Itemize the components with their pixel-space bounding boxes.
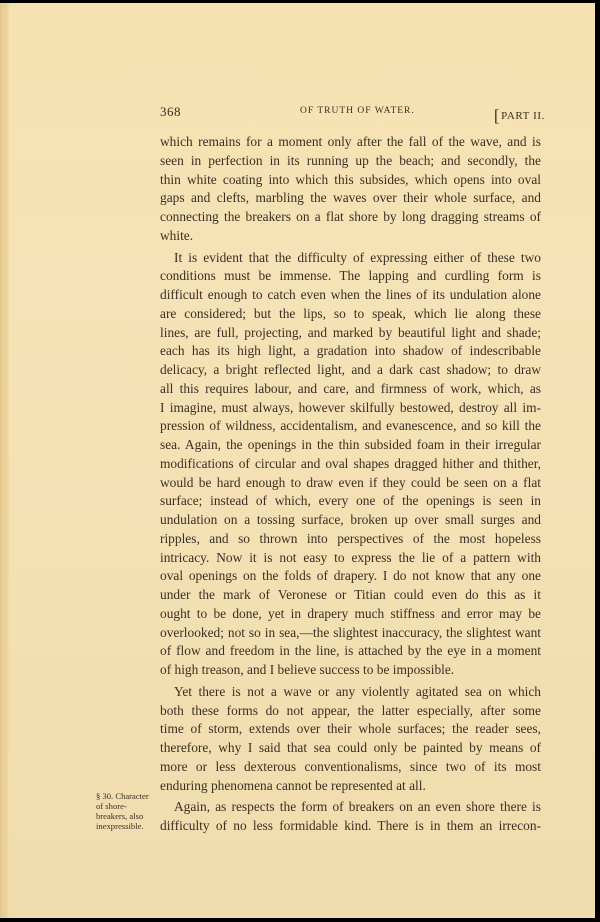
text-line: each has its high light, a gradation into shadow of indescribable bbox=[160, 343, 541, 359]
text-line: It is evident that the difficulty of expressing either of these two bbox=[174, 249, 541, 265]
page-number: 368 bbox=[160, 104, 181, 119]
text-line: enduring phenomena cannot be represented at all. bbox=[160, 777, 426, 793]
text-line: I imagine, must always, however skilfully bestowed, destroy all im- bbox=[160, 399, 541, 415]
body-text bbox=[160, 133, 541, 836]
paragraph bbox=[160, 133, 541, 246]
text-line: thin white coating into which this subsides, which opens into oval bbox=[160, 171, 541, 187]
paragraph bbox=[160, 683, 541, 796]
text-line: Yet there is not a wave or any violently agitated sea on which bbox=[174, 683, 541, 699]
text-line: pression of wildness, accidentalism, and evanescence, and so kill the bbox=[160, 418, 541, 434]
text-line: surface; instead of which, every one of the openings is seen in bbox=[160, 493, 541, 509]
text-line: more or less dexterous conventionalisms, since two of its most bbox=[160, 758, 541, 774]
paragraph bbox=[160, 798, 541, 836]
running-head bbox=[160, 104, 545, 125]
text-line: conditions must be immense. The lapping and curdling form is bbox=[160, 268, 541, 284]
text-line: which remains for a moment only after the fall of the wave, and is bbox=[160, 134, 541, 149]
sidenote-line: § 30. Character bbox=[96, 791, 149, 801]
text-line: time of storm, extends over their whole surfaces; the reader sees, bbox=[160, 721, 541, 737]
part-text: PART II. bbox=[501, 110, 545, 122]
text-line: lines, are full, projecting, and marked by beautiful light and shade; bbox=[160, 324, 541, 340]
part-label bbox=[494, 104, 545, 124]
bracket-glyph: [ bbox=[493, 106, 501, 125]
sidenote-line: breakers, also bbox=[96, 811, 144, 821]
text-line: ought to be done, yet in drapery much stiffness and error may be bbox=[160, 605, 541, 621]
text-line: would be hard enough to draw even if they could be seen on a flat bbox=[160, 474, 541, 490]
paragraph bbox=[160, 249, 541, 680]
text-line: modifications of circular and oval shapes dragged hither and thither, bbox=[160, 455, 541, 471]
text-line: of high treason, and I believe success to be impossible. bbox=[160, 662, 455, 677]
book-page bbox=[0, 3, 595, 918]
text-line: undulation on a tossing surface, broken up over small surges and bbox=[160, 512, 541, 527]
text-line: sea. Again, the openings in the thin subsided foam in their irregular bbox=[160, 437, 541, 452]
text-line: connecting the breakers on a flat shore by long dragging streams of bbox=[160, 209, 541, 224]
text-line: difficulty of no less formidable kind. There is in them an irrecon- bbox=[160, 818, 541, 833]
text-line: intricacy. Now it is not easy to express the lie of a pattern with bbox=[160, 549, 541, 565]
text-line: both these forms do not appear, the latter especially, after some bbox=[160, 702, 541, 718]
text-line: all this requires labour, and care, and firmness of work, which, as bbox=[160, 380, 541, 396]
sidenote-line: inexpressible. bbox=[96, 821, 144, 831]
text-line: under the mark of Veronese or Titian could even do this as it bbox=[160, 587, 541, 602]
text-line: are considered; but the lips, so to speak, which lie along these bbox=[160, 305, 541, 321]
running-title: OF TRUTH OF WATER. bbox=[300, 106, 415, 116]
text-line: seen in perfection in its running up the beach; and secondly, the bbox=[160, 152, 541, 168]
text-line: delicacy, a bright reflected light, and a dark cast shadow; to draw bbox=[160, 362, 541, 377]
text-line: therefore, why I said that sea could only be painted by means of bbox=[160, 740, 541, 755]
text-line: Again, as respects the form of breakers on an even shore there is bbox=[174, 799, 541, 815]
text-line: oval openings on the folds of drapery. I do not know that any one bbox=[160, 568, 541, 584]
text-line: gaps and clefts, marbling the waves over their whole surface, and bbox=[160, 190, 541, 206]
text-line: overlooked; not so in sea,—the slightest inaccuracy, the slightest want bbox=[160, 624, 541, 640]
sidenote-line: of shore- bbox=[96, 801, 127, 811]
text-line: of flow and freedom in the line, is attached by the eye in a moment bbox=[160, 643, 541, 659]
text-line: white. bbox=[160, 227, 194, 243]
text-line: ripples, and so thrown into perspectives of the most hopeless bbox=[160, 530, 541, 546]
marginal-sidenote bbox=[96, 791, 176, 831]
text-line: difficult enough to catch even when the lines of its undulation alone bbox=[160, 287, 541, 302]
page-gutter bbox=[0, 3, 9, 918]
